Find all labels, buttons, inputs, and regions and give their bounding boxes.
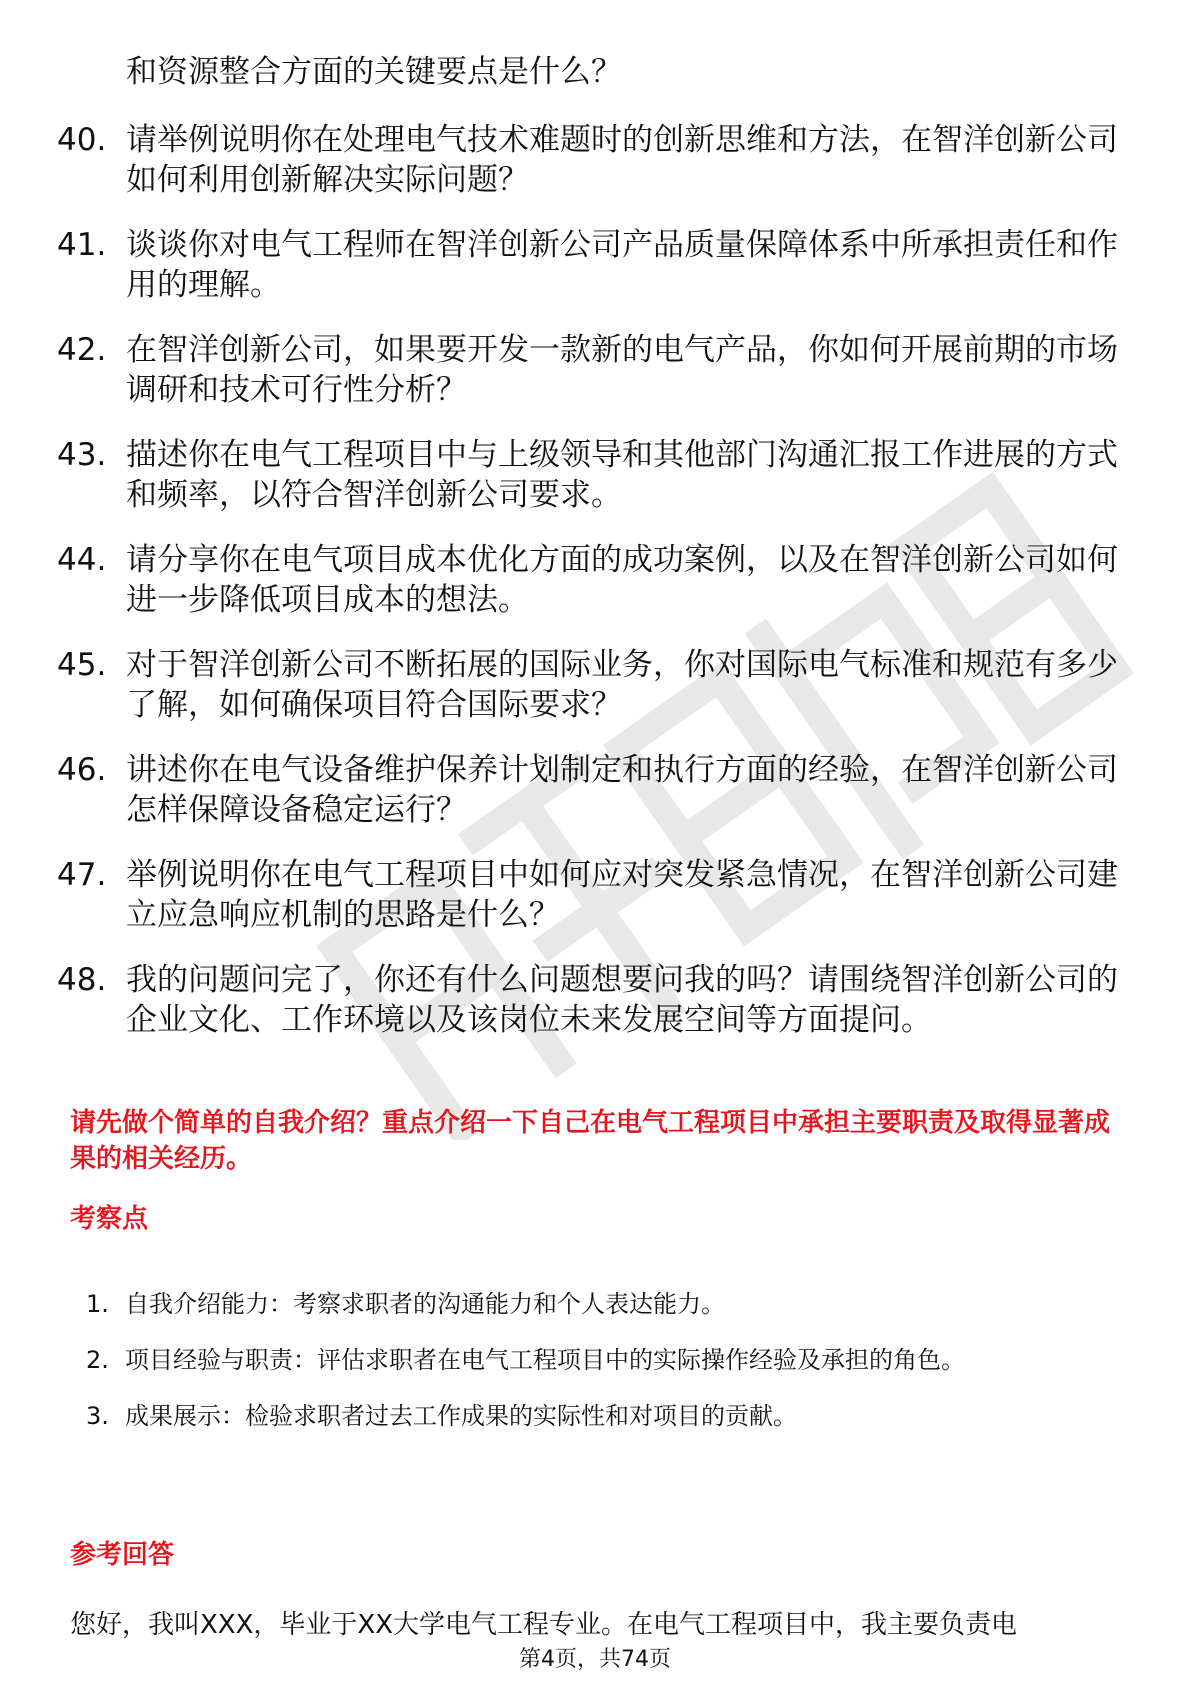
assessment-points-heading: 考察点 [70, 1204, 149, 1234]
question-number: 41. [57, 227, 107, 263]
assessment-point [86, 1276, 1126, 1332]
question-text: 请分享你在电气项目成本优化方面的成功案例，以及在智洋创新公司如何进一步降低项目成本的想法。 [126, 542, 1118, 618]
assessment-point-text: 成果展示：检验求职者过去工作成果的实际性和对项目的贡献。 [125, 1402, 797, 1430]
question-number: 44. [57, 542, 107, 578]
reference-answer-text: 您好，我叫XXX，毕业于XX大学电气工程专业。在电气工程项目中，我主要负责电 [70, 1610, 1018, 1640]
question-text: 谈谈你对电气工程师在智洋创新公司产品质量保障体系中所承担责任和作用的理解。 [126, 227, 1118, 303]
question-text: 请举例说明你在处理电气技术难题时的创新思维和方法，在智洋创新公司如何利用创新解决实际问题？ [126, 122, 1118, 198]
question-text: 举例说明你在电气工程项目中如何应对突发紧急情况，在智洋创新公司建立应急响应机制的思路是什么？ [126, 857, 1118, 933]
page-footer: 第4页，共74页 [519, 1647, 671, 1672]
question-item [57, 225, 1137, 305]
assessment-point [86, 1332, 1126, 1388]
question-number: 45. [57, 647, 107, 683]
assessment-point-text: 自我介绍能力：考察求职者的沟通能力和个人表达能力。 [125, 1290, 725, 1318]
question-text: 描述你在电气工程项目中与上级领导和其他部门沟通汇报工作进展的方式和频率，以符合智洋创新公司要求。 [126, 437, 1118, 513]
question-number: 46. [57, 752, 107, 788]
question-number: 43. [57, 437, 107, 473]
question-item [57, 645, 1137, 725]
assessment-point-number: 3. [86, 1402, 109, 1430]
assessment-point-number: 1. [86, 1290, 109, 1318]
question-text: 讲述你在电气设备维护保养计划制定和执行方面的经验，在智洋创新公司怎样保障设备稳定运行？ [126, 752, 1118, 828]
question-text: 对于智洋创新公司不断拓展的国际业务，你对国际电气标准和规范有多少了解，如何确保项目符合国际要求？ [126, 647, 1118, 723]
question-number: 40. [57, 122, 107, 158]
highlighted-question: 请先做个简单的自我介绍？重点介绍一下自己在电气工程项目中承担主要职责及取得显著成果的相关经历。 [70, 1108, 1111, 1174]
question-number: 47. [57, 857, 107, 893]
reference-answer-heading: 参考回答 [70, 1540, 175, 1570]
question-continuation: 和资源整合方面的关键要点是什么？ [126, 54, 622, 90]
question-list [57, 120, 1137, 1065]
question-number: 42. [57, 332, 107, 368]
question-number: 48. [57, 962, 107, 998]
question-item [57, 855, 1137, 935]
assessment-point-text: 项目经验与职责：评估求职者在电气工程项目中的实际操作经验及承担的角色。 [125, 1346, 965, 1374]
question-item [57, 960, 1137, 1040]
question-text: 在智洋创新公司，如果要开发一款新的电气产品，你如何开展前期的市场调研和技术可行性分析？ [126, 332, 1118, 408]
question-item [57, 540, 1137, 620]
question-item [57, 120, 1137, 200]
question-item [57, 435, 1137, 515]
assessment-point [86, 1388, 1126, 1444]
assessment-point-number: 2. [86, 1346, 109, 1374]
question-text: 我的问题问完了，你还有什么问题想要问我的吗？请围绕智洋创新公司的企业文化、工作环境以及该岗位未来发展空间等方面提问。 [126, 962, 1118, 1038]
assessment-points-list [86, 1276, 1126, 1444]
question-item [57, 750, 1137, 830]
question-item [57, 330, 1137, 410]
